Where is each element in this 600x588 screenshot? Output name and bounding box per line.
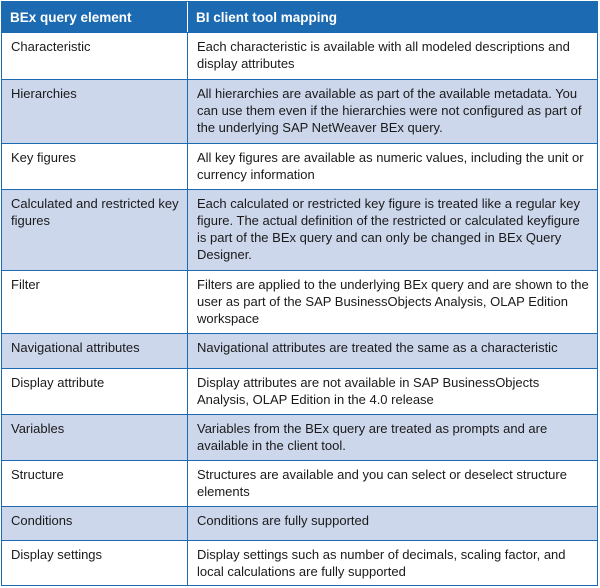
table-row <box>2 79 597 143</box>
header-bi-client-tool-mapping: BI client tool mapping <box>188 2 597 32</box>
row-mapping-cell: Navigational attributes are treated the same as a characteristic <box>188 333 597 368</box>
row-element-cell: Variables <box>2 414 188 460</box>
table-row <box>2 143 597 189</box>
row-element-cell: Conditions <box>2 506 188 540</box>
row-element-cell: Display attribute <box>2 368 188 414</box>
row-mapping-cell: All key figures are available as numeric values, including the unit or currency information <box>188 143 597 189</box>
row-mapping-cell: Structures are available and you can select or deselect structure elements <box>188 460 597 506</box>
row-mapping-cell: Display attributes are not available in SAP BusinessObjects Analysis, OLAP Edition in the 4.0 release <box>188 368 597 414</box>
row-mapping-cell: Variables from the BEx query are treated as prompts and are available in the client tool. <box>188 414 597 460</box>
row-element-cell: Filter <box>2 270 188 333</box>
row-element-cell: Navigational attributes <box>2 333 188 368</box>
row-mapping-cell: All hierarchies are available as part of the available metadata. You can use them even if the hierarchies were not configured as part of the underlying SAP NetWeaver BEx query. <box>188 79 597 143</box>
row-mapping-cell: Filters are applied to the underlying BEx query and are shown to the user as part of the SAP BusinessObjects Analysis, OLAP Edition workspace <box>188 270 597 333</box>
mapping-table-container <box>1 1 598 586</box>
row-element-cell: Calculated and restricted key figures <box>2 189 188 270</box>
row-mapping-cell: Display settings such as number of decimals, scaling factor, and local calculations are fully supported <box>188 540 597 585</box>
header-bex-query-element: BEx query element <box>2 2 188 32</box>
row-mapping-cell: Conditions are fully supported <box>188 506 597 540</box>
row-element-cell: Key figures <box>2 143 188 189</box>
table-row <box>2 270 597 333</box>
mapping-table <box>2 2 597 585</box>
table-row <box>2 540 597 585</box>
row-element-cell: Display settings <box>2 540 188 585</box>
table-row <box>2 32 597 79</box>
row-element-cell: Hierarchies <box>2 79 188 143</box>
table-row <box>2 460 597 506</box>
table-row <box>2 189 597 270</box>
table-header-row <box>2 2 597 32</box>
table-row <box>2 333 597 368</box>
row-mapping-cell: Each calculated or restricted key figure is treated like a regular key figure. The actual definition of the restricted or calculated keyfigure is part of the BEx query and can only be changed in BEx Query Designer. <box>188 189 597 270</box>
row-element-cell: Structure <box>2 460 188 506</box>
table-row <box>2 506 597 540</box>
row-element-cell: Characteristic <box>2 32 188 79</box>
table-row <box>2 414 597 460</box>
table-row <box>2 368 597 414</box>
row-mapping-cell: Each characteristic is available with all modeled descriptions and display attributes <box>188 32 597 79</box>
